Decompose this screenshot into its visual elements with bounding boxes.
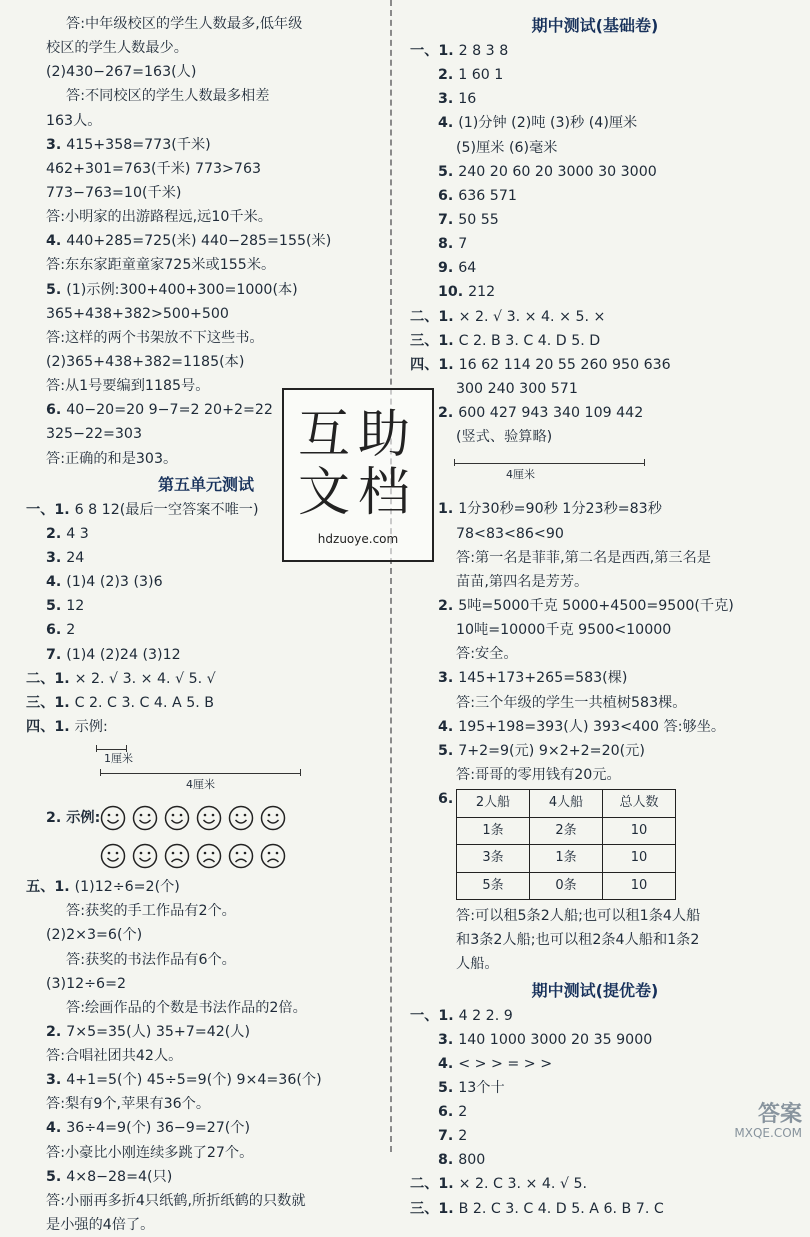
smiley-face-icon xyxy=(100,805,126,831)
stamp-url: hdzuoye.com xyxy=(317,532,399,546)
answer-line: 四、1. 示例: xyxy=(26,718,108,735)
answer-line: 人船。 xyxy=(456,956,499,973)
smiley-face-icon xyxy=(132,843,158,869)
ruler-tick xyxy=(644,459,645,466)
answer-line: 4. 36÷4=9(个) 36−9=27(个) xyxy=(46,1120,251,1137)
answer-line: 二、1. × 2. √ 3. × 4. √ 5. √ xyxy=(26,670,216,687)
answer-line: 9. 64 xyxy=(438,260,477,277)
answer-line: 3. 145+173+265=583(棵) xyxy=(438,670,628,687)
faces-row-1 xyxy=(26,799,386,837)
table-row xyxy=(457,845,676,873)
answer-line: 5. 7+2=9(元) 9×2+2=20(元) xyxy=(438,742,645,759)
answer-line: 2. 600 427 943 340 109 442 xyxy=(438,405,644,422)
answer-line: 答:中年级校区的学生人数最多,低年级 xyxy=(66,16,303,32)
answer-line: 答:安全。 xyxy=(456,646,518,663)
midterm-basic-answers-a xyxy=(410,39,780,449)
ruler-tick xyxy=(96,745,97,752)
smiley-face-icon xyxy=(228,805,254,831)
answer-line: 答:哥哥的零用钱有20元。 xyxy=(456,766,621,783)
ruler-1cm-label: 1厘米 xyxy=(104,752,133,766)
boat-table xyxy=(456,789,676,900)
answer-line: 答:第一名是菲菲,第二名是西西,第三名是 xyxy=(456,549,711,566)
answer-line: 2. 7×5=35(人) 35+7=42(人) xyxy=(46,1023,251,1040)
answer-line: 3. 4+1=5(个) 45÷5=9(个) 9×4=36(个) xyxy=(46,1072,322,1089)
answer-line: 8. 7 xyxy=(438,236,468,253)
answer-line: 4. 195+198=393(人) 393<400 答:够坐。 xyxy=(438,718,726,735)
answer-line: 五、1. (1)12÷6=2(个) xyxy=(26,879,180,896)
sad-face-icon xyxy=(196,843,222,869)
answer-line: 答:获奖的书法作品有6个。 xyxy=(66,951,236,968)
answer-line: 2. 4 3 xyxy=(46,525,89,542)
answer-line: 5. 13个十 xyxy=(438,1079,505,1096)
answer-line: 10. 212 xyxy=(438,284,496,301)
table-row xyxy=(457,817,676,845)
table-header: 2人船 xyxy=(457,790,530,818)
midterm-advanced-answers xyxy=(410,1004,780,1221)
answer-line: 答:不同校区的学生人数最多相差 xyxy=(66,88,270,105)
answer-line: 校区的学生人数最少。 xyxy=(46,40,188,57)
answer-line: 5. 4×8−28=4(只) xyxy=(46,1168,173,1185)
answer-line: 四、1. 16 62 114 20 55 260 950 636 xyxy=(410,356,671,373)
answer-line: (2)2×3=6(个) xyxy=(46,927,143,944)
table-row xyxy=(457,872,676,900)
answer-line: 一、1. 4 2 2. 9 xyxy=(410,1007,513,1024)
answer-line: 78<83<86<90 xyxy=(456,525,564,542)
answer-line: 6. 2 xyxy=(46,622,76,639)
answer-line: (2)365+438+382=1185(本) xyxy=(46,353,245,370)
answer-line: 答:合唱社团共42人。 xyxy=(46,1048,183,1065)
ruler-4cm-label: 4厘米 xyxy=(506,468,535,482)
answer-line: 6. 2 xyxy=(438,1104,468,1121)
section-title-unit5: 第五单元测试 xyxy=(157,474,254,494)
section-title-midterm-basic: 期中测试(基础卷) xyxy=(531,16,659,35)
answer-line: 和3条2人船;也可以租2条4人船和1条2 xyxy=(456,932,700,949)
unit5-answers-b xyxy=(26,875,386,1237)
answer-line: 163人。 xyxy=(46,112,102,129)
ruler-drawing-right xyxy=(410,449,780,497)
answer-line: 5. 240 20 60 20 3000 30 3000 xyxy=(438,163,657,180)
answer-line: 4. < > > = > > xyxy=(438,1055,553,1072)
answer-line: 二、1. × 2. C 3. × 4. √ 5. xyxy=(410,1176,588,1193)
answer-line: 4. 440+285=725(米) 440−285=155(米) xyxy=(46,233,332,250)
answer-line: 7. 50 55 xyxy=(438,211,499,228)
corner-watermark xyxy=(734,1102,802,1142)
section-title-midterm-advanced: 期中测试(提优卷) xyxy=(531,980,659,1000)
answer-line: 2. 1 60 1 xyxy=(438,67,504,84)
answer-line: 三、1. C 2. C 3. C 4. A 5. B xyxy=(26,694,214,711)
answer-line: 答:这样的两个书架放不下这些书。 xyxy=(46,329,264,346)
ruler-4cm-line xyxy=(100,773,300,774)
ruler-tick xyxy=(100,769,101,776)
answer-line: 773−763=10(千米) xyxy=(46,184,182,201)
answer-line: 3. 24 xyxy=(46,549,85,566)
answer-line: (3)12÷6=2 xyxy=(46,975,126,992)
watermark-url: MXQE.COM xyxy=(734,1126,802,1140)
answer-line: 10吨=10000千克 9500<10000 xyxy=(456,622,672,639)
answer-line: 6. 636 571 xyxy=(438,187,517,204)
column-divider xyxy=(390,0,392,1152)
faces-row-2 xyxy=(26,837,386,875)
ruler-tick xyxy=(300,769,301,776)
answer-line: 苗苗,第四名是芳芳。 xyxy=(456,573,589,590)
answer-line: 答:正确的和是303。 xyxy=(46,450,178,467)
answer-line: 一、1. 2 8 3 8 xyxy=(410,43,509,59)
answer-line: 4. (1)4 (2)3 (3)6 xyxy=(46,574,163,591)
answer-line: 365+438+382>500+500 xyxy=(46,305,229,322)
right-column xyxy=(410,12,780,1217)
answer-line: 三、1. B 2. C 3. C 4. D 5. A 6. B 7. C xyxy=(410,1200,664,1217)
midterm-basic-answers-c xyxy=(410,904,780,976)
answer-line: 答:获奖的手工作品有2个。 xyxy=(66,903,236,920)
answer-line: 是小强的4倍了。 xyxy=(46,1217,155,1234)
answer-line: 300 240 300 571 xyxy=(456,380,578,397)
answer-line: 3. 16 xyxy=(438,91,477,108)
answer-line: 答:可以租5条2人船;也可以租1条4人船 xyxy=(456,908,701,925)
table-cell: 3条 xyxy=(457,845,530,873)
table-header: 4人船 xyxy=(530,790,603,818)
watermark-stamp xyxy=(282,388,434,562)
answer-line: 7. 2 xyxy=(438,1128,468,1145)
ruler-drawing xyxy=(26,739,386,799)
faces-label: 2. 示例: xyxy=(46,810,101,826)
answer-line: 3. 140 1000 3000 20 35 9000 xyxy=(438,1031,653,1048)
table-cell: 1条 xyxy=(530,845,603,873)
answer-line: (2)430−267=163(人) xyxy=(46,64,197,81)
answer-line: 325−22=303 xyxy=(46,426,142,443)
answer-line: 答:从1号要编到1185号。 xyxy=(46,378,210,395)
smiley-face-icon xyxy=(164,805,190,831)
table-cell: 5条 xyxy=(457,872,530,900)
smiley-face-icon xyxy=(260,805,286,831)
answer-line: 6. 40−20=20 9−7=2 20+2=22 xyxy=(46,402,273,419)
ruler-4cm-label: 4厘米 xyxy=(186,778,215,792)
table-cell: 10 xyxy=(603,872,676,900)
table-cell: 10 xyxy=(603,817,676,845)
ruler-4cm-line xyxy=(454,463,644,464)
answer-line: 答:小丽再多折4只纸鹤,所折纸鹤的只数就 xyxy=(46,1192,306,1209)
midterm-basic-answers-b xyxy=(410,497,780,787)
answer-line: 三、1. C 2. B 3. C 4. D 5. D xyxy=(410,332,601,349)
answer-line: 答:小明家的出游路程远,远10千米。 xyxy=(46,209,272,226)
table-cell: 10 xyxy=(603,845,676,873)
table-cell: 0条 xyxy=(530,872,603,900)
table-cell: 2条 xyxy=(530,817,603,845)
smiley-face-icon xyxy=(132,805,158,831)
smiley-face-icon xyxy=(100,843,126,869)
answer-line: 答:绘画作品的个数是书法作品的2倍。 xyxy=(66,999,307,1016)
answer-line: (竖式、验算略) xyxy=(456,429,553,446)
table-cell: 1条 xyxy=(457,817,530,845)
table-question-number: 6. xyxy=(438,791,454,808)
smiley-face-icon xyxy=(196,805,222,831)
answer-line: 7. (1)4 (2)24 (3)12 xyxy=(46,646,181,663)
answer-line: 答:梨有9个,苹果有36个。 xyxy=(46,1096,211,1113)
answer-line: 答:东东家距童童家725米或155米。 xyxy=(46,257,276,274)
stamp-chars: 互助 文档 xyxy=(298,405,419,523)
answer-line: 2. 5吨=5000千克 5000+4500=9500(千克) xyxy=(438,597,734,614)
answer-line: 答:三个年级的学生一共植树583棵。 xyxy=(456,694,687,711)
answer-line: 二、1. × 2. √ 3. × 4. × 5. × xyxy=(410,308,606,325)
left-column xyxy=(26,12,386,1234)
answer-line: 1. 1分30秒=90秒 1分23秒=83秒 xyxy=(438,501,662,518)
answer-line: 一、1. 6 8 12(最后一空答案不唯一) xyxy=(26,501,259,518)
ruler-tick xyxy=(454,459,455,466)
answer-line: 462+301=763(千米) 773>763 xyxy=(46,160,262,177)
answer-line: 答:小豪比小刚连续多跳了27个。 xyxy=(46,1144,254,1161)
sad-face-icon xyxy=(228,843,254,869)
answer-line: 8. 800 xyxy=(438,1152,486,1169)
sad-face-icon xyxy=(164,843,190,869)
sad-face-icon xyxy=(260,843,286,869)
boat-table-block xyxy=(410,789,780,900)
answer-line: 5. (1)示例:300+400+300=1000(本) xyxy=(46,281,298,298)
watermark-logo-text: 答案 xyxy=(757,1102,802,1127)
table-header: 总人数 xyxy=(603,790,676,818)
answer-line: (5)厘米 (6)毫米 xyxy=(456,139,558,156)
answer-line: 5. 12 xyxy=(46,598,85,615)
ruler-1cm-line xyxy=(96,749,126,750)
answer-line: 4. (1)分钟 (2)吨 (3)秒 (4)厘米 xyxy=(438,115,638,132)
answer-line: 3. 415+358=773(千米) xyxy=(46,136,211,153)
